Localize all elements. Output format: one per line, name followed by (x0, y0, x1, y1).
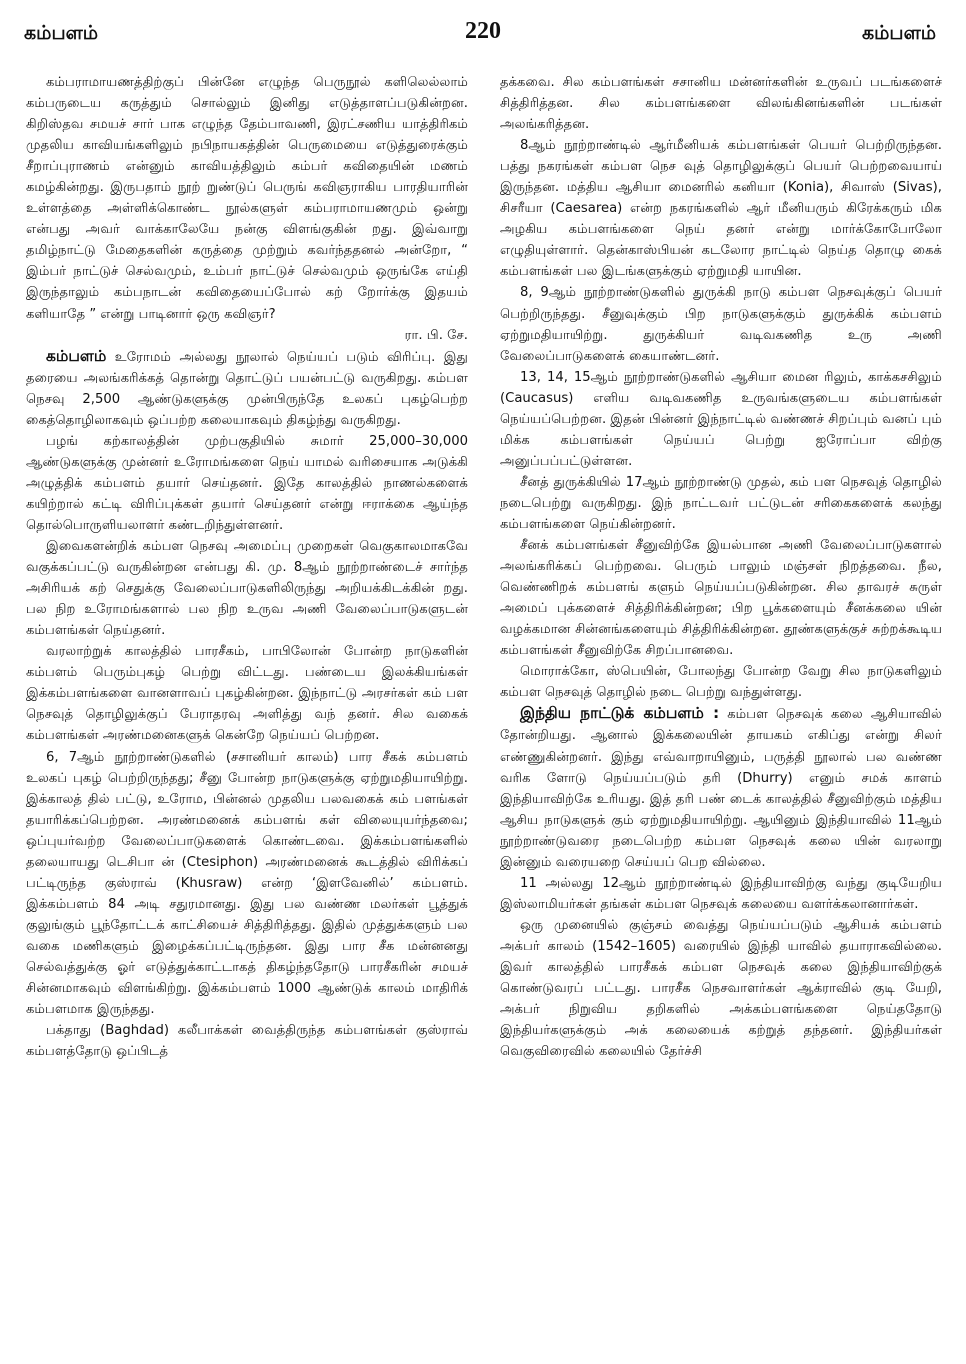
running-head-right: கம்பளம் (861, 22, 936, 44)
running-head-left: கம்பளம் (24, 22, 99, 44)
paragraph: 8ஆம் நூற்றாண்டில் ஆர்மீனியக் கம்பளங்கள் பெயர் பெற்றிருந்தன. பத்து நகரங்கள் கம்பள நெச வுத் தொழிலுக்குப் பெயர் பெற்றவையாய் இருந்தன. மத்திய ஆசியா மைனரில் கனியா (Konia), சிவாஸ் (Sivas), சிசரீயா (Caesarea) என்ற நகரங்களில் ஆர் மீனியரும் கிரேக்கரும் மிக அழகிய கம்பளங்களை நெய் தனர் என்று மார்க்கோபோலோ எழுதியுள்ளார். தென்காஸ்பியன் கடலோர நாட்டில் நெய்த தொழு கைக் கம்பளங்கள் பல இடங்களுக்கும் ஏற்றுமதி யாயின. (500, 138, 942, 280)
paragraph: சீனத் துருக்கியில் 17ஆம் நூற்றாண்டு முதல், கம் பள நெசவுத் தொழில் நடைபெற்று வருகிறது. இந் நாட்டவர் பட்டுடன் சரிகைகளைக் கலந்து கம்பளங்களை நெய்கின்றனர். (500, 474, 942, 532)
paragraph (500, 703, 942, 872)
entry-title: கம்பளம் (46, 346, 107, 365)
paragraph: கம்பராமாயணத்திற்குப் பின்னே எழுந்த பெருநூல் களிலெல்லாம் கம்பருடைய கருத்தும் சொல்லும் இனிது எடுத்தாளப்படுகின்றன. கிறிஸ்தவ சமயச் சார் பாக எழுந்த தேம்பாவணி, இரட்சணிய யாத்திரிகம் முதலிய காவியங்களிலும் நபிநாயகத்தின் பெருமையை எடுத்துரைக்கும் சீறாப்புராணம் என்னும் காவியத்திலும் கம்பர் கவிதையின் மணம் கமழ்கின்றது. இருபதாம் நூற் றுண்டுப் பெருங் கவிஞராகிய பாரதியாரின் உள்ளத்தை அள்ளிக்கொண்ட நூல்களுள் கம்பராமாயணமும் ஒன்று என்பது அவர் வாக்காலேயே நன்கு விளங்குகின் றது. இவ்வாறு தமிழ்நாட்டு மேதைகளின் கருத்தை முற்றும் கவர்ந்ததனல் அன்றோ, “ இம்பர் நாட்டுச் செல்வமும், உம்பர் நாட்டுச் செல்வமும் ஒருங்கே எய்தி இருந்தாலும் கம்பநாடன் கவிதையைப்போல் கற் றோர்க்கு இதயம் களியாதே ” என்று பாடினார் ஒரு கவிஞர்? (26, 75, 468, 322)
author-signature: ரா. பி. சே. (404, 327, 468, 343)
paragraph: 6, 7ஆம் நூற்றாண்டுகளில் (சசானியர் காலம்) பார சீகக் கம்பளம் உலகப் புகழ் பெற்றிருந்தது; சீனு போன்ற நாடுகளுக்கு ஏற்றுமதியாயிற்று. இக்காலத் தில் பட்டு, உரோம, பின்னல் முதலிய பலவகைக் கம் பளங்கள் தயாரிக்கப்பெற்றன. அரண்மனைக் கம்பளங் கள் விலையுயர்ந்தவை; ஒப்புயர்வற்ற வேலைப்பாடுகளைக் கொண்டவை. இக்கம்பளங்களில் தலையாயது டெசிபா ன் (Ctesiphon) அரண்மனைக் கூடத்தில் விரிக்கப் பட்டிருந்த குஸ்ராவ் (Khusraw) என்ற ‘இளவேனில்’ கம்பளம். இக்கம்பளம் 84 அடி சதுரமானது. இது பல வண்ண மலர்கள் பூத்துக் குலுங்கும் பூந்தோட்டக் காட்சியைச் சித்திரித்தது. இதில் முத்துக்களும் பல வகை மணிகளும் இழைக்கப்பட்டிருந்தன. இது பார சீக மன்னனது செல்வத்துக்கு ஓர் எடுத்துக்காட்டாகத் திகழ்ந்ததோடு பாரசீகரின் சமயச் சின்னமாகவும் விளங்கிற்று. இக்கம்பளம் 1000 ஆண்டுக் காலம் மாதிரிக் கம்பளமாக இருந்தது. (26, 749, 468, 1018)
paragraph: 8, 9ஆம் நூற்றாண்டுகளில் துருக்கி நாடு கம்பள நெசவுக்குப் பெயர் பெற்றிருந்தது. சீனுவுக்கும் பிற நாடுகளுக்கும் துருக்கிக் கம்பளம் ஏற்றுமதியாயிற்று. துருக்கியர் வடிவகணித உரு அணி வேலைப்பாடுகளைக் கையாண்டனர். (500, 285, 942, 364)
paragraph: மொராக்கோ, ஸ்பெயின், போலந்து போன்ற வேறு சில நாடுகளிலும் கம்பள நெசவுத் தொழில் நடை பெற்று வந்துள்ளது. (500, 664, 942, 701)
entry-text: உரோமம் அல்லது நூலால் நெய்யப் படும் விரிப்பு. இது தரையை அலங்கரிக்கத் தொன்று தொட்டுப் பயன்பட்டு வருகிறது. கம்பள நெசவு 2,500 ஆண்டுகளுக்கு முன்பிருந்தே உலகப் புகழ்பெற்ற கைத்தொழிலாகவும் ஒப்பற்ற கலையாகவும் திகழ்ந்து வருகிறது. (26, 349, 468, 428)
paragraph: ஒரு முனையில் குஞ்சம் வைத்து நெய்யப்படும் ஆசியக் கம்பளம் அக்பர் காலம் (1542–1605) வரையில் இந்தி யாவில் தயாராகவில்லை. இவர் காலத்தில் பாரசீகக் கம்பள நெசவுக் கலை இந்தியாவிற்குக் கொண்டுவரப் பட்டது. பாரசீக நெசவாளர்கள் ஆக்ராவில் குடி யேறி, அக்பர் நிறுவிய தறிகளில் அக்கம்பளங்களை நெய்ததோடு இந்தியர்களுக்கும் அக் கலையைக் கற்றுத் தந்தனர். இந்தியர்கள் வெகுவிரைவில் கலையில் தேர்ச்சி (500, 917, 942, 1060)
page-number: 220 (465, 18, 501, 44)
left-column (26, 72, 468, 1352)
paragraph: பழங் கற்காலத்தின் முற்பகுதியில் சுமார் 25,000–30,000 ஆண்டுகளுக்கு முன்னர் உரோமங்களை நெய் யாமல் வரிசையாக அடுக்கி அழுத்திக் கம்பளம் தயார் செய்தனர். இதே காலத்தில் நாணல்களைக் கயிற்றால் கட்டி விரிப்புக்கள் தயார் செய்தனர் என்று ஈராக்கை ஆய்ந்த தொல்பொருளியலாளர் கண்டறிந்துள்ளனர். (26, 433, 468, 533)
paragraph: 13, 14, 15ஆம் நூற்றாண்டுகளில் ஆசியா மைன ரிலும், காக்கசசிலும் (Caucasus) எளிய வடிவகணித உருவங்களுடைய கம்பளங்கள் நெய்யப்பெற்றன. இதன் பின்னர் இந்நாட்டில் வண்ணச் சிறப்பும் வனப் பும் மிக்க கம்பளங்கள் நெய்யப் பெற்று ஐரோப்பா விற்கு அனுப்பப்பட்டுள்ளன. (500, 369, 942, 469)
paragraph (26, 346, 468, 431)
paragraph: தக்கவை. சில கம்பளங்கள் சசானிய மன்னர்களின் உருவப் படங்களைச் சித்திரித்தன. சில கம்பளங்களை விலங்கினங்களின் படங்கள் அலங்கரித்தன. (500, 75, 942, 133)
paragraph: இவைகளன்றிக் கம்பள நெசவு அமைப்பு முறைகள் வெகுகாலமாகவே வகுக்கப்பட்டு வருகின்றன என்பது கி. மு. 8ஆம் நூற்றாண்டைச் சார்ந்த அசிரியக் கற் செதுக்கு வேலைப்பாடுகளிலிருந்து அறியக்கிடக்கின் றது. பல நிற உரோமங்களால் பல நிற உருவ அணி வேலைப்பாடுகளுடன் கம்பளங்கள் நெய்தனர். (26, 539, 468, 639)
right-column (500, 72, 942, 1352)
section-heading: இந்திய நாட்டுக் கம்பளம் : (520, 704, 720, 723)
section-text: கம்பள நெசவுக் கலை ஆசியாவில் தோன்றியது. ஆனால் இக்கலையின் தாயகம் எகிப்து என்று சிலர் எண்ணுகின்றனர். இந்து எவ்வாறாயினும், பருத்தி நூலால் பல வண்ண வரிக ளோடு நெய்யப்படும் தரி (Dhurry) எனும் சமக் காளம் இந்தியாவிற்கே உரியது. இத் தரி பண் டைக் காலத்தில் சீனுவிற்கும் மத்திய ஆசிய நாடுகளுக் கும் ஏற்றுமதியாயிற்று. ஆயினும் இந்தியாவில் 11ஆம் நூற்றாண்டுவரை நடைபெற்ற கம்பள நெசவுக் கலை யின் வரலாறு இன்னும் வரையறை செய்யப் பெற வில்லை. (500, 707, 942, 870)
paragraph: பக்தாது (Baghdad) கலீபாக்கள் வைத்திருந்த கம்பளங்கள் குஸ்ராவ் கம்பளத்தோடு ஒப்பிடத் (26, 1023, 468, 1060)
paragraph: சீனக் கம்பளங்கள் சீனுவிற்கே இயல்பான அணி வேலைப்பாடுகளால் அலங்கரிக்கப் பெற்றவை. பெரும் பாலும் மஞ்சள் நிறத்தவை. நீல, வெண்ணிறக் கம்பளங் களும் நெய்யப்படுகின்றன. சில தாவரச் சுருள் அமைப் புக்களைச் சித்திரிக்கின்றன; பிற பூக்களையும் சீனக்கலை யின் வழக்கமான சின்னங்களையும் சித்திரிக்கின்றன. தூண்களுக்குச் சுற்றக்கூடிய கம்பளங்கள் சீனுவிற்கே சிறப்பானவை. (500, 538, 942, 659)
paragraph: 11 அல்லது 12ஆம் நூற்றாண்டில் இந்தியாவிற்கு வந்து குடியேறிய இஸ்லாமியர்கள் தங்கள் கம்பள நெசவுக் கலையை வளர்க்கலானார்கள். (500, 875, 942, 912)
paragraph: வரலாற்றுக் காலத்தில் பாரசீகம், பாபிலோன் போன்ற நாடுகளின் கம்பளம் பெரும்புகழ் பெற்று விட்டது. பண்டைய இலக்கியங்கள் இக்கம்பளங்களை வானளாவப் புகழ்கின்றன. இந்நாட்டு அரசர்கள் கம் பள நெசவுத் தொழிலுக்குப் பேராதரவு அளித்து வந் தனர். சில வகைக் கம்பளங்கள் அரண்மனைகளுக் கென்றே நெய்யப் பெற்றன. (26, 644, 468, 744)
